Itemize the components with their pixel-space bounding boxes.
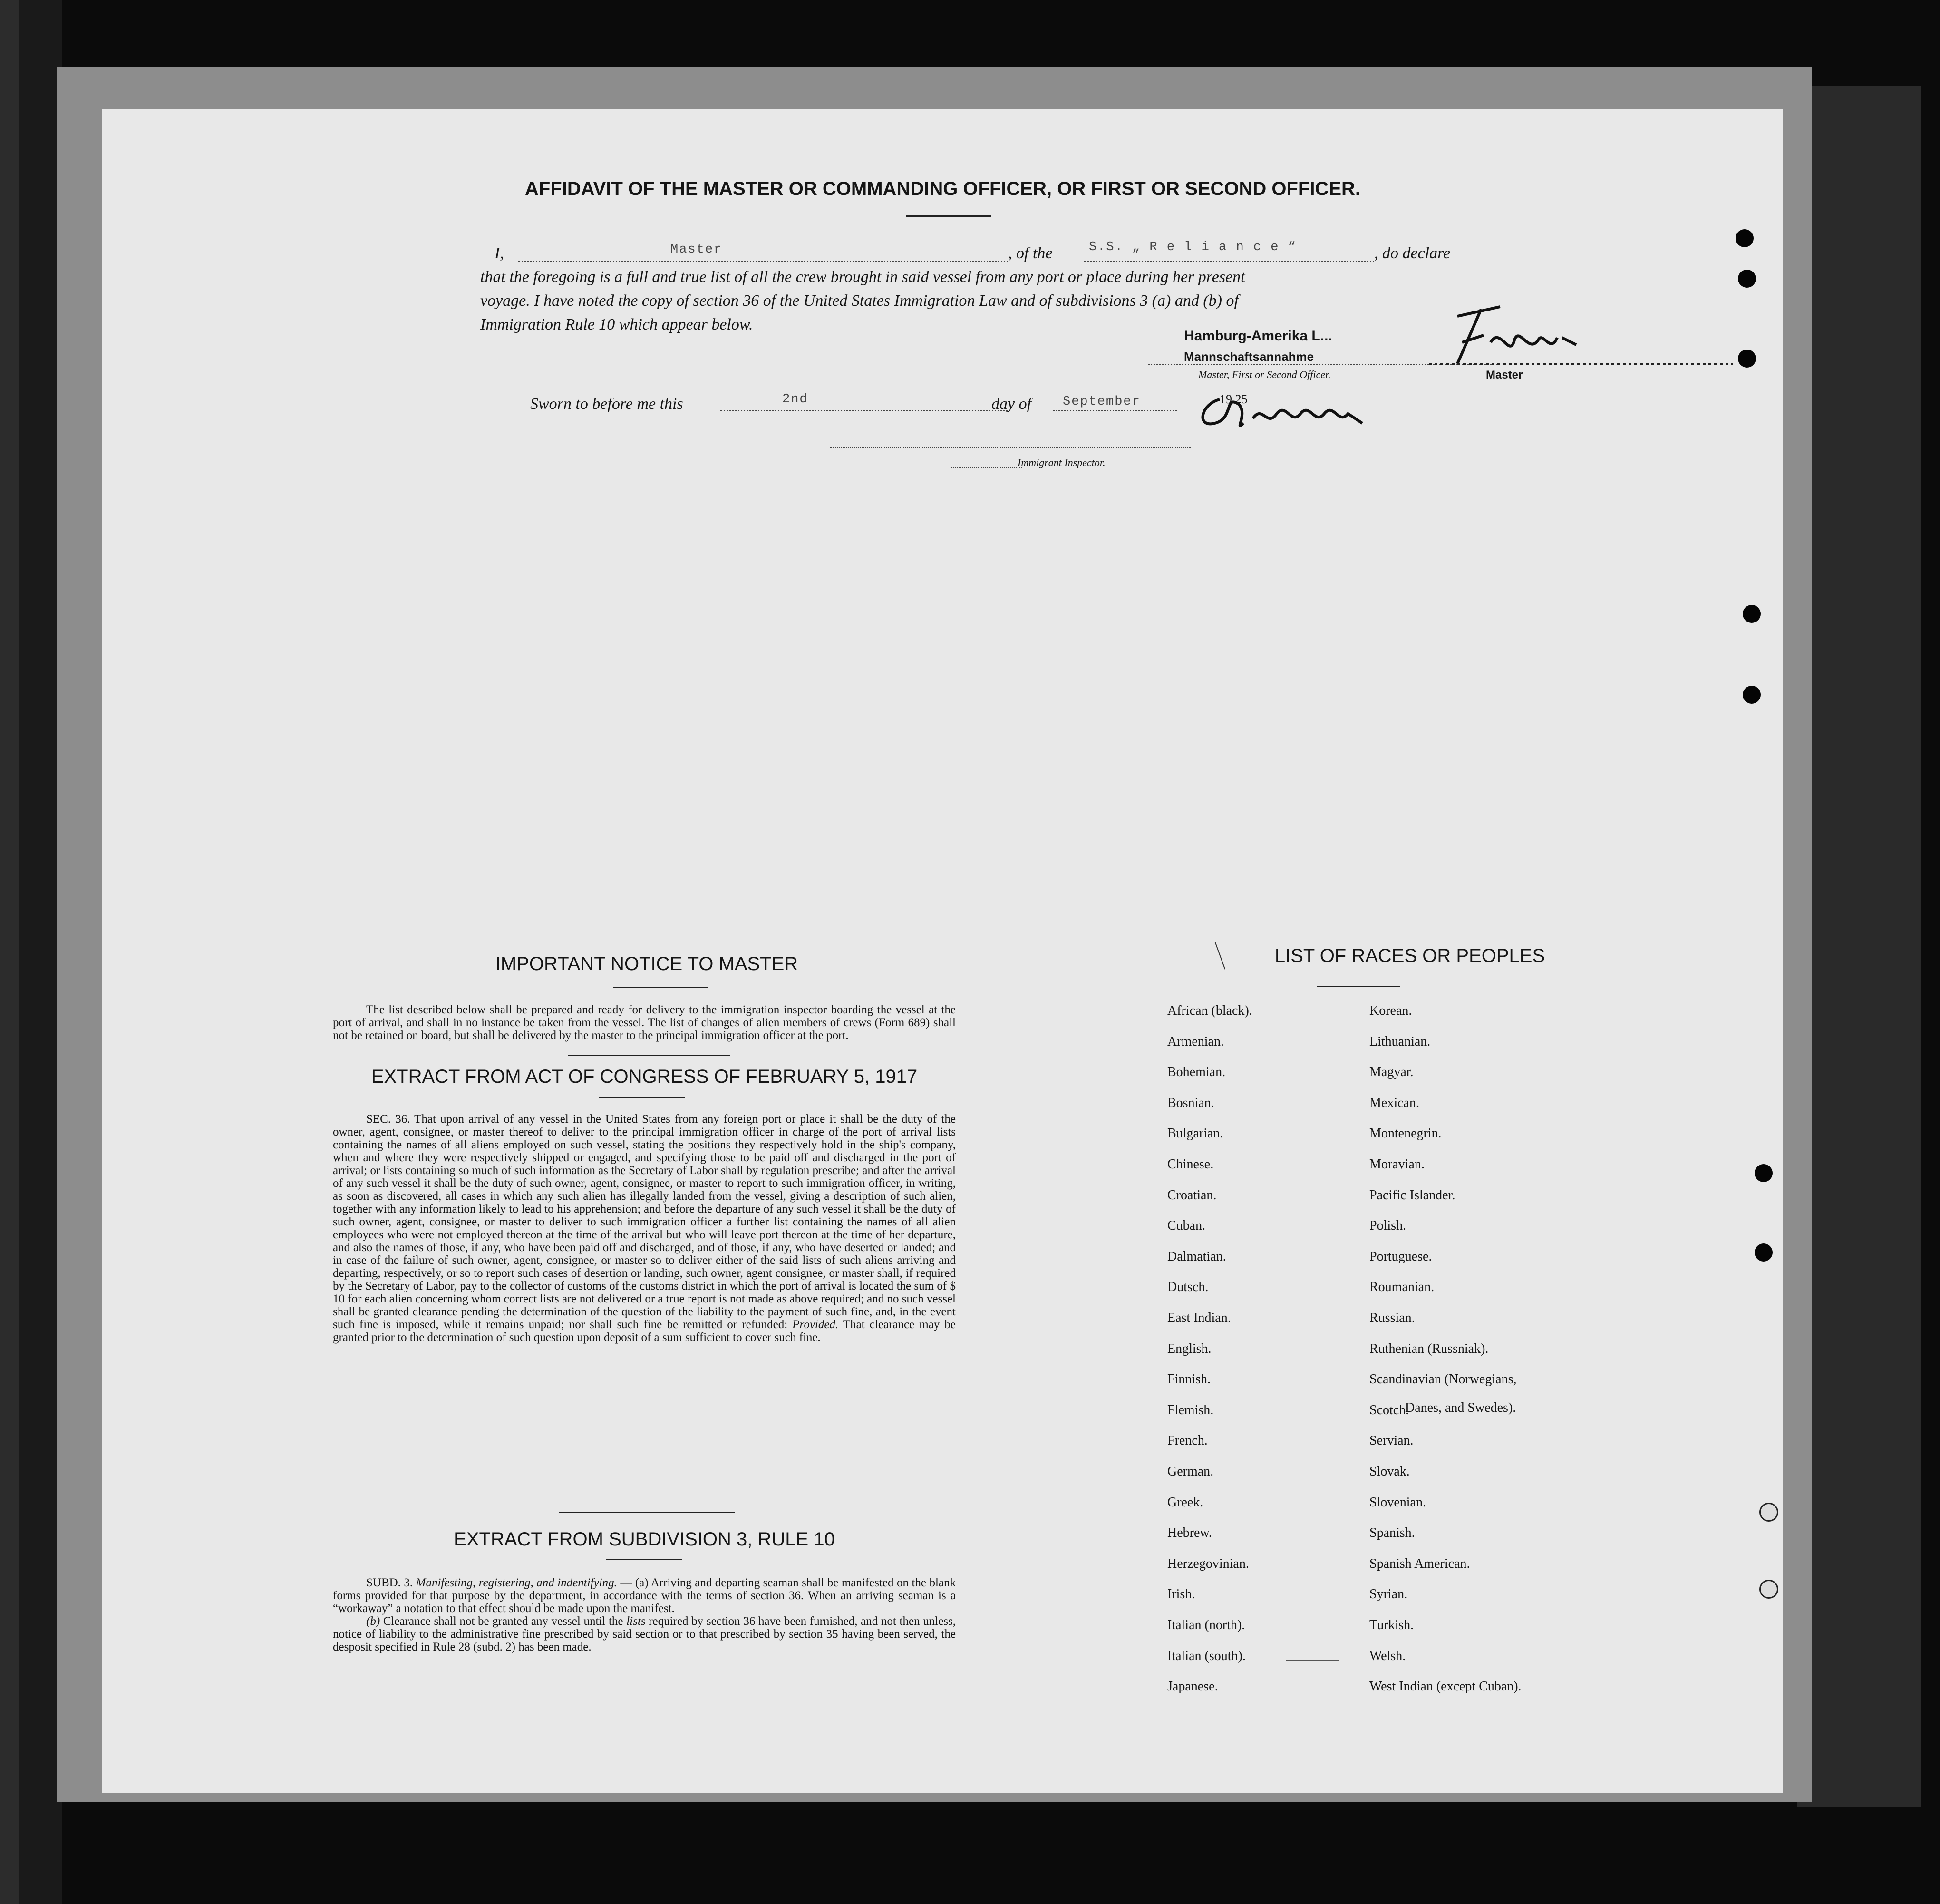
race-item: Ruthenian (Russniak).	[1369, 1341, 1489, 1356]
act-title: EXTRACT FROM ACT OF CONGRESS OF FEBRUARY 5, 1917	[371, 1066, 918, 1087]
inspector-caption: Immigrant Inspector.	[1018, 457, 1106, 468]
binder-ring	[1759, 1580, 1778, 1599]
month-blank	[1053, 410, 1177, 411]
race-item: Scandinavian (Norwegians,	[1369, 1372, 1517, 1387]
race-item: Polish.	[1369, 1218, 1406, 1234]
subd-prefix: SUBD. 3.	[366, 1576, 413, 1589]
act-paragraph: SEC. 36. That upon arrival of any vessel in the United States from any foreign port or place it shall be the duty of the owner, agent, consignee, or master thereof to deliver to the principal immigration officer in charge of the port of arrival lists containing the names of all aliens employed on such vessel, stating the positions they respectively hold in the ship's company, when and where they were respectively shipped or engaged, and specifying those to be paid off and discharged in the port of arrival; or lists containing so much of such information as the Secretary of Labor shall by regulation prescribe; and after the arrival of any such vessel it shall be the duty of such owner, agent, consignee, or master to report to such immigration officer, in writing, as soon as discovered, all cases in which any such alien has illegally landed from the vessel, giving a description of such alien, together with any information likely to lead to his apprehension; and before the departure of any such vessel it shall be the duty of such owner, agent, consignee, or master to deliver to such immigration officer a further list containing the names of all alien employees who were not employed thereon at the time of the arrival but who will leave port thereon at the time of her departure, and also the names of those, if any, who have been paid off and discharged, and of those, if any, who have deserted or landed; and in case of the failure of such owner, agent, consignee, or master so to deliver either of the said lists of such aliens arriving and departing, respectively, or so to report such cases of desertion or landing, such owner, agent consignee, or master shall, if required by the Secretary of Labor, pay to the collector of customs of the customs district in which the port of arrival is located the sum of $ 10 for each alien concerning whom correct lists are not delivered or a true report is not made as above required; and no such vessel shall be granted clearance pending the determination of the question of the liability to the payment of such fine, and, in the event such fine is imposed, while it remains unpaid; nor shall such fine be remitted or refunded:	[333, 1113, 956, 1331]
document-page	[102, 109, 1783, 1793]
notice-paragraph: The list described below shall be prepared and ready for delivery to the immigration inspector boarding the vessel at the port of arrival, and shall in no instance be taken from the vessel. The list of changes of alien members of crews (Form 689) shall not be retained on board, but shall be delivered by the master to the principal immigration officer at the port.	[333, 1003, 956, 1042]
race-item: Cuban.	[1167, 1218, 1206, 1234]
race-item: Turkish.	[1369, 1618, 1414, 1632]
master-signature	[1429, 297, 1738, 383]
race-item: East Indian.	[1167, 1311, 1231, 1325]
race-item: Hebrew.	[1167, 1525, 1212, 1541]
race-item: Italian (south).	[1167, 1648, 1246, 1663]
race-item: Bohemian.	[1167, 1065, 1226, 1080]
race-item: Spanish.	[1369, 1525, 1415, 1541]
binder-hole	[1738, 350, 1756, 368]
race-item: Irish.	[1167, 1587, 1195, 1602]
race-item: Herzegovinian.	[1167, 1556, 1249, 1571]
of-the-text: , of the	[1008, 244, 1053, 262]
race-item: Korean.	[1369, 1003, 1412, 1018]
race-item: African (black).	[1167, 1003, 1252, 1018]
race-item: Dutsch.	[1167, 1280, 1209, 1295]
italian-south-underline	[1286, 1660, 1339, 1661]
subd-heading: Manifesting, registering, and indentifying.	[416, 1576, 617, 1589]
binder-hole	[1743, 686, 1761, 704]
officer-caption: Master, First or Second Officer.	[1198, 369, 1331, 380]
race-item: Portuguese.	[1369, 1249, 1432, 1264]
race-item: Croatian.	[1167, 1187, 1217, 1203]
binder-hole	[1755, 1164, 1773, 1182]
race-item: Bosnian.	[1167, 1095, 1214, 1110]
act-end-rule	[559, 1512, 735, 1513]
typed-rank: Master	[670, 243, 723, 257]
act-paragraph-end: That clearance may be granted prior to the determination of such question upon deposit of a sum sufficient to cover such fine.	[333, 1318, 956, 1344]
vessel-blank	[1084, 261, 1374, 262]
affidavit-title: AFFIDAVIT OF THE MASTER OR COMMANDING OFFICER, OR FIRST OR SECOND OFFICER.	[525, 178, 1360, 199]
race-item: French.	[1167, 1433, 1208, 1448]
act-rule	[599, 1097, 685, 1098]
notice-title: IMPORTANT NOTICE TO MASTER	[495, 953, 798, 974]
act-text	[333, 1113, 956, 1344]
race-item: Magyar.	[1369, 1065, 1414, 1080]
notice-end-rule	[568, 1055, 730, 1056]
binder-hole	[1743, 605, 1761, 623]
subd-b-label: (b)	[366, 1615, 380, 1628]
race-item: English.	[1167, 1341, 1212, 1356]
year-text: 19 25	[1220, 392, 1248, 406]
rule-text	[333, 1576, 956, 1653]
race-item: Slovenian.	[1369, 1495, 1426, 1510]
race-item: Finnish.	[1167, 1372, 1211, 1387]
typed-day: 2nd	[782, 392, 808, 407]
race-item: Dalmatian.	[1167, 1249, 1226, 1264]
race-item: Servian.	[1369, 1433, 1414, 1448]
race-item: Greek.	[1167, 1495, 1203, 1510]
inspector-signature	[1191, 385, 1410, 437]
declaration-prefix: I,	[495, 244, 504, 262]
race-item: Russian.	[1369, 1311, 1415, 1325]
subd-b-text-2: required by section 36 have been furnished, and not then unless, notice of liability to the administrative fine prescribed by said section or to that prescribed by section 35 having been served, the desposit specified in Rule 28 (subd. 2) has been made.	[333, 1615, 956, 1653]
declaration-line-2: that the foregoing is a full and true list of all the crew brought in said vessel from any port or place during her present	[480, 268, 1245, 286]
inspector-blank-short	[951, 467, 1022, 468]
typed-month: September	[1063, 395, 1141, 409]
inspector-blank	[830, 447, 1191, 448]
binder-hole	[1738, 270, 1756, 288]
races-title-mark	[1215, 942, 1225, 969]
race-item: Italian (north).	[1167, 1618, 1245, 1632]
film-border-right	[1797, 86, 1921, 1807]
race-item: West Indian (except Cuban).	[1369, 1679, 1522, 1694]
race-item: Roumanian.	[1369, 1280, 1435, 1295]
typed-vessel: S.S. „ R e l i a n c e “	[1089, 240, 1297, 254]
race-item: Japanese.	[1167, 1679, 1218, 1694]
rule-title: EXTRACT FROM SUBDIVISION 3, RULE 10	[454, 1529, 835, 1550]
race-item: Moravian.	[1369, 1157, 1425, 1172]
subd-a-text: — (a) Arriving and departing seaman shall be manifested on the blank forms provided for that purpose by the department, in accordance with the terms of section 36. When an arriving seaman is a “workaway” a notation to that effect should be made upon the manifest.	[333, 1576, 956, 1615]
races-rule	[1317, 986, 1400, 987]
company-stamp-line-1: Hamburg-Amerika L...	[1184, 328, 1332, 344]
subd-b-lists: lists	[626, 1615, 646, 1628]
binder-ring	[1759, 1503, 1778, 1522]
race-item: Bulgarian.	[1167, 1126, 1223, 1141]
race-item: Spanish American.	[1369, 1556, 1470, 1571]
do-declare-text: , do declare	[1374, 244, 1451, 262]
race-item: Montenegrin.	[1369, 1126, 1442, 1141]
master-caption: Master	[1486, 369, 1523, 381]
race-item: Armenian.	[1167, 1034, 1224, 1049]
race-item: Chinese.	[1167, 1157, 1214, 1172]
race-item: Slovak.	[1369, 1464, 1410, 1479]
act-provided: Provided.	[792, 1318, 839, 1331]
declaration-line-3: voyage. I have noted the copy of section 36 of the United States Immigration Law and of subdivisions 3 (a) and (b) of	[480, 292, 1239, 310]
race-scandinavian-continued: Danes, and Swedes).	[1405, 1400, 1516, 1415]
declaration-line-4: Immigration Rule 10 which appear below.	[480, 316, 753, 333]
day-of-text: day of	[991, 395, 1032, 413]
day-blank	[720, 410, 1010, 411]
title-rule	[906, 215, 991, 217]
sworn-prefix: Sworn to before me this	[530, 395, 683, 413]
rule-rule	[606, 1559, 682, 1560]
binder-hole	[1736, 229, 1754, 247]
race-item: Syrian.	[1369, 1587, 1408, 1602]
notice-rule	[613, 987, 708, 988]
race-item: Scotch.	[1369, 1402, 1409, 1418]
company-stamp-line-2: Mannschaftsannahme	[1184, 350, 1314, 364]
binder-hole	[1755, 1243, 1773, 1262]
race-item: Lithuanian.	[1369, 1034, 1431, 1049]
subd-b-text-1: Clearance shall not be granted any vessel until the	[383, 1615, 623, 1628]
race-item: Mexican.	[1369, 1095, 1419, 1110]
race-item: Welsh.	[1369, 1648, 1406, 1663]
notice-text	[333, 1003, 956, 1042]
race-item: German.	[1167, 1464, 1214, 1479]
race-item: Pacific Islander.	[1369, 1187, 1455, 1203]
race-item: Flemish.	[1167, 1402, 1214, 1418]
name-blank	[518, 261, 1008, 262]
film-strip-left	[0, 0, 19, 1904]
races-title: LIST OF RACES OR PEOPLES	[1274, 945, 1545, 966]
